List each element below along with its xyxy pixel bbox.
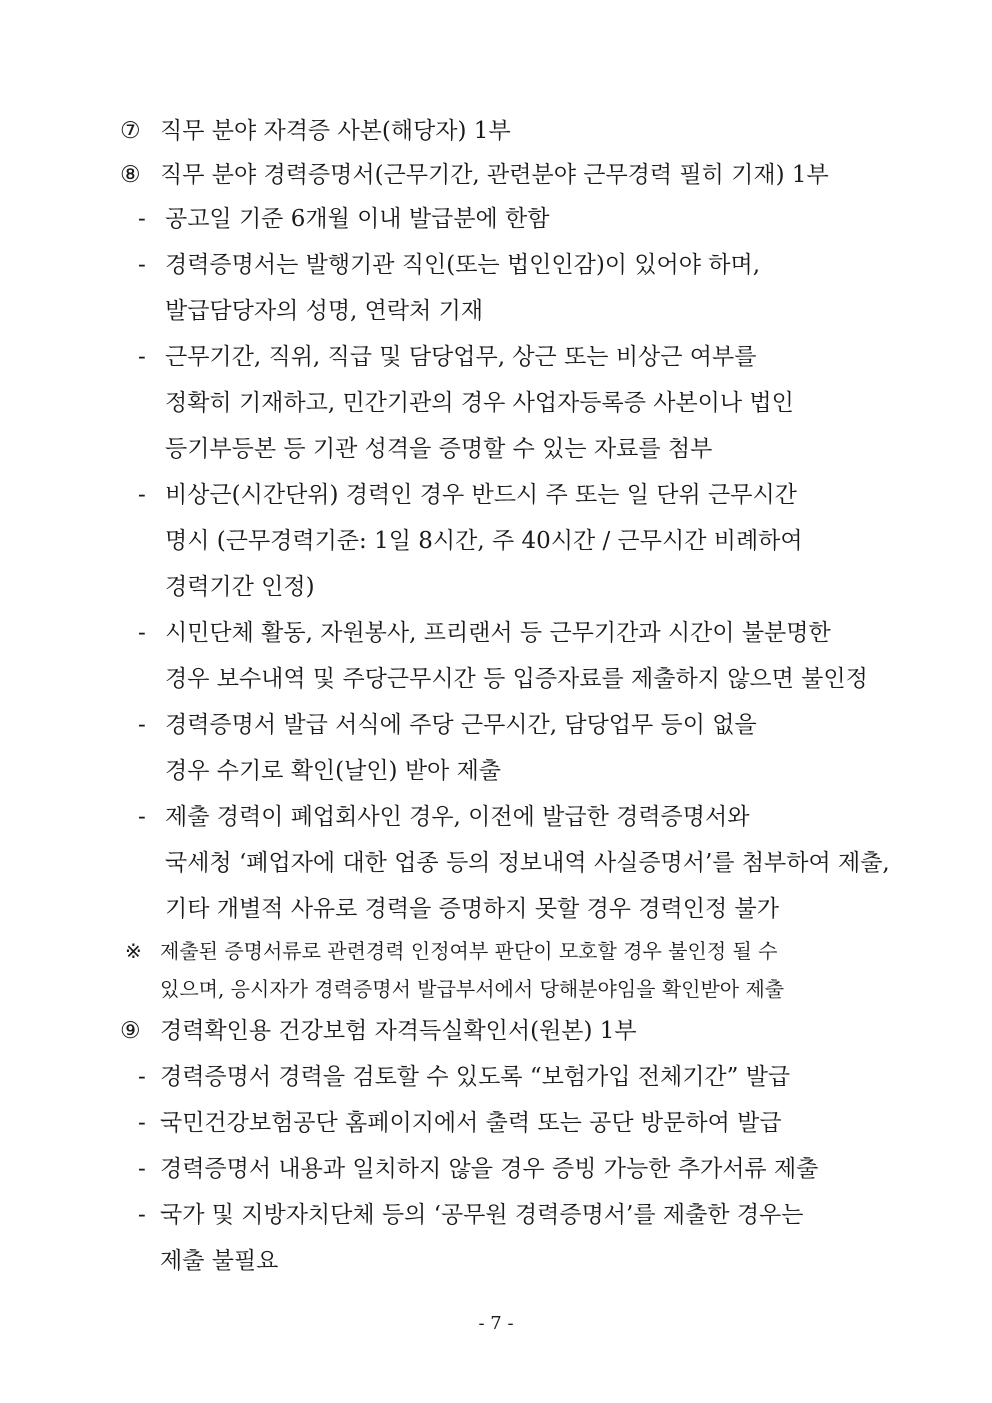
bullet-issue-period: 공고일 기준 6개월 이내 발급분에 한함 <box>165 206 550 232</box>
item-9-text: 경력확인용 건강보험 자격득실확인서(원본) 1부 <box>160 1018 637 1044</box>
bullet-dash: - <box>138 344 146 370</box>
bullet-dash: - <box>138 712 146 738</box>
bullet-dash: - <box>138 1110 146 1136</box>
note-line1: 제출된 증명서류로 관련경력 인정여부 판단이 모호할 경우 불인정 될 수 <box>160 939 778 963</box>
bullet-dash: - <box>138 482 146 508</box>
bullet-parttime-line3: 경력기간 인정) <box>165 574 315 600</box>
bullet-form-line2: 경우 수기로 확인(날인) 받아 제출 <box>165 758 502 784</box>
bullet-public-line2: 제출 불필요 <box>160 1248 279 1274</box>
item-marker-7: ⑦ <box>120 118 141 144</box>
bullet-insurance-period: 경력증명서 경력을 검토할 수 있도록 “보험가입 전체기간” 발급 <box>160 1064 791 1090</box>
bullet-closed-line1: 제출 경력이 폐업회사인 경우, 이전에 발급한 경력증명서와 <box>165 804 750 830</box>
bullet-period-line2: 정확히 기재하고, 민간기관의 경우 사업자등록증 사본이나 법인 <box>165 390 794 416</box>
bullet-parttime-line1: 비상근(시간단위) 경력인 경우 반드시 주 또는 일 단위 근무시간 <box>165 482 797 508</box>
bullet-seal-line2: 발급담당자의 성명, 연락처 기재 <box>165 298 484 324</box>
bullet-closed-line2: 국세청 ‘폐업자에 대한 업종 등의 정보내역 사실증명서’를 첨부하여 제출, <box>165 850 890 876</box>
bullet-dash: - <box>138 1064 146 1090</box>
bullet-closed-line3: 기타 개별적 사유로 경력을 증명하지 못할 경우 경력인정 불가 <box>165 896 779 922</box>
bullet-issue-method: 국민건강보험공단 홈페이지에서 출력 또는 공단 방문하여 발급 <box>160 1110 782 1136</box>
bullet-parttime-line2: 명시 (근무경력기준: 1일 8시간, 주 40시간 / 근무시간 비례하여 <box>165 528 803 554</box>
bullet-dash: - <box>138 206 146 232</box>
bullet-dash: - <box>138 620 146 646</box>
bullet-public-line1: 국가 및 지방자치단체 등의 ‘공무원 경력증명서’를 제출한 경우는 <box>160 1202 804 1228</box>
bullet-dash: - <box>138 252 146 278</box>
bullet-dash: - <box>138 1156 146 1182</box>
bullet-civic-line2: 경우 보수내역 및 주당근무시간 등 입증자료를 제출하지 않으면 불인정 <box>165 666 868 692</box>
bullet-civic-line1: 시민단체 활동, 자원봉사, 프리랜서 등 근무기간과 시간이 불분명한 <box>165 620 831 646</box>
item-7-text: 직무 분야 자격증 사본(해당자) 1부 <box>160 118 511 144</box>
bullet-dash: - <box>138 1202 146 1228</box>
item-marker-8: ⑧ <box>120 162 141 188</box>
note-mark: ※ <box>125 939 142 963</box>
bullet-form-line1: 경력증명서 발급 서식에 주당 근무시간, 담당업무 등이 없을 <box>165 712 757 738</box>
bullet-mismatch: 경력증명서 내용과 일치하지 않을 경우 증빙 가능한 추가서류 제출 <box>160 1156 819 1182</box>
item-marker-9: ⑨ <box>120 1018 141 1044</box>
bullet-period-line1: 근무기간, 직위, 직급 및 담당업무, 상근 또는 비상근 여부를 <box>165 344 757 370</box>
bullet-seal-line1: 경력증명서는 발행기관 직인(또는 법인인감)이 있어야 하며, <box>165 252 761 278</box>
bullet-period-line3: 등기부등본 등 기관 성격을 증명할 수 있는 자료를 첨부 <box>165 436 713 462</box>
note-line2: 있으며, 응시자가 경력증명서 발급부서에서 당해분야임을 확인받아 제출 <box>160 977 785 1001</box>
bullet-dash: - <box>138 804 146 830</box>
item-8-text: 직무 분야 경력증명서(근무기간, 관련분야 근무경력 필히 기재) 1부 <box>160 162 829 188</box>
page-number: - 7 - <box>478 1313 514 1334</box>
